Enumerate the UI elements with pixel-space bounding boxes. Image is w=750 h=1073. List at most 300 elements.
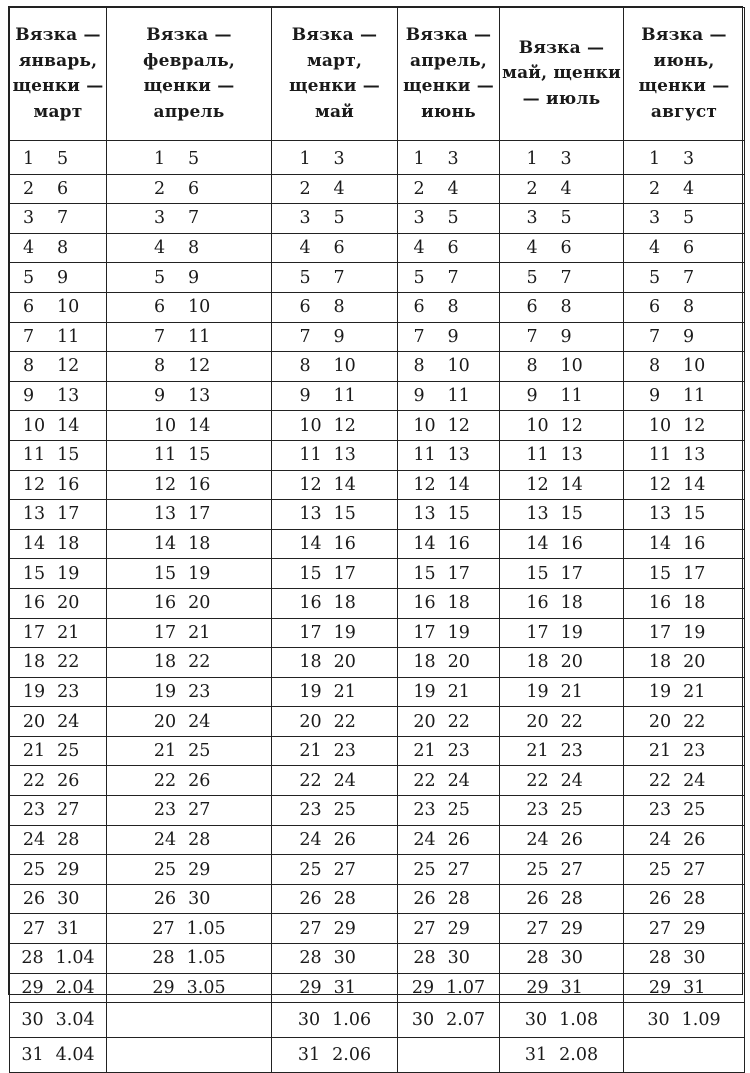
date-pair [10, 534, 106, 554]
mating-day: 8 [526, 356, 538, 377]
mating-day: 8 [299, 356, 311, 377]
whelping-date: 9 [683, 326, 695, 347]
table-cell [10, 618, 107, 648]
column-header: Вязка — март, щенки — май [272, 8, 398, 141]
table-cell [10, 500, 107, 530]
mating-day: 22 [22, 770, 46, 791]
date-pair [272, 771, 397, 791]
table-cell [107, 944, 272, 974]
mating-day: 30 [21, 1010, 44, 1031]
whelping-date: 1.04 [55, 948, 95, 969]
table-cell [624, 500, 745, 530]
date-pair [500, 623, 623, 643]
table-cell [500, 944, 624, 974]
whelping-date: 23 [188, 681, 211, 702]
mating-day: 4 [526, 238, 538, 259]
whelping-date: 26 [683, 829, 706, 850]
date-pair [10, 652, 106, 672]
mating-day: 14 [413, 534, 436, 555]
whelping-date: 7 [683, 267, 695, 288]
table-cell [272, 322, 398, 352]
table-cell [272, 381, 398, 411]
table-cell [272, 1003, 398, 1038]
table-row [10, 411, 745, 441]
date-pair [398, 208, 499, 228]
date-pair [624, 327, 744, 347]
date-pair [10, 327, 106, 347]
whelping-date: 20 [188, 593, 211, 614]
whelping-date: 2.08 [559, 1045, 599, 1066]
whelping-date: 1.08 [559, 1010, 599, 1031]
column-header: Вязка — май, щенки — июль [500, 8, 624, 141]
date-pair [272, 623, 397, 643]
whelping-date: 17 [560, 563, 583, 584]
mating-day: 6 [23, 297, 35, 318]
whelping-date: 20 [333, 652, 356, 673]
date-pair [500, 682, 623, 702]
mating-day: 18 [153, 652, 177, 673]
whelping-date: 21 [57, 622, 80, 643]
mating-day: 18 [526, 652, 549, 673]
table-cell [107, 352, 272, 382]
whelping-date: 5 [57, 149, 69, 170]
mating-day: 1 [154, 149, 166, 170]
table-cell [107, 648, 272, 678]
table-cell [10, 825, 107, 855]
mating-day: 14 [648, 534, 672, 555]
mating-day: 5 [299, 267, 311, 288]
mating-day: 7 [154, 326, 166, 347]
mating-day: 21 [526, 741, 549, 762]
table-cell [398, 500, 500, 530]
date-pair [500, 652, 623, 672]
whelping-date: 21 [447, 681, 470, 702]
date-pair [107, 712, 271, 732]
mating-day: 2 [154, 178, 166, 199]
mating-day: 27 [152, 918, 175, 939]
table-cell [624, 1003, 745, 1038]
table-cell [398, 1038, 500, 1073]
whelping-date: 6 [333, 238, 345, 259]
date-pair [107, 238, 271, 258]
table-cell [107, 884, 272, 914]
whelping-date: 8 [188, 238, 200, 259]
whelping-date: 18 [560, 593, 583, 614]
date-pair [10, 948, 106, 968]
table-cell [107, 204, 272, 234]
table-cell [272, 677, 398, 707]
mating-day: 27 [22, 918, 46, 939]
date-pair [500, 416, 623, 436]
whelping-date: 8 [333, 297, 345, 318]
mating-day: 22 [413, 770, 436, 791]
mating-day: 20 [153, 711, 177, 732]
whelping-date: 19 [447, 622, 470, 643]
whelping-date: 28 [57, 829, 80, 850]
table-cell [272, 263, 398, 293]
date-pair [272, 416, 397, 436]
mating-day: 19 [413, 681, 436, 702]
table-cell [398, 292, 500, 322]
table-cell [107, 825, 272, 855]
mating-day: 2 [526, 178, 538, 199]
table-cell [500, 352, 624, 382]
mating-day: 9 [154, 386, 166, 407]
whelping-date: 11 [57, 326, 80, 347]
date-pair [10, 682, 106, 702]
whelping-date: 27 [447, 859, 470, 880]
whelping-date: 11 [683, 386, 706, 407]
mating-day: 3 [154, 208, 166, 229]
mating-day: 11 [413, 445, 436, 466]
table-cell [624, 1038, 745, 1073]
mating-day: 6 [413, 297, 425, 318]
date-pair [10, 475, 106, 495]
whelping-date: 1.05 [186, 918, 226, 939]
whelping-date: 30 [683, 948, 706, 969]
date-pair [500, 741, 623, 761]
mating-day: 1 [649, 149, 661, 170]
whelping-date: 7 [333, 267, 345, 288]
mating-day: 30 [411, 1010, 435, 1031]
date-pair [107, 327, 271, 347]
table-cell [500, 855, 624, 885]
table-cell [624, 233, 745, 263]
mating-day: 29 [21, 977, 44, 998]
date-pair [10, 208, 106, 228]
whelping-date: 21 [683, 681, 706, 702]
whelping-date: 17 [683, 563, 706, 584]
date-pair [500, 475, 623, 495]
table-cell [624, 914, 745, 944]
date-pair [398, 504, 499, 524]
whelping-date: 14 [560, 474, 583, 495]
table-cell [624, 322, 745, 352]
table-cell [272, 440, 398, 470]
date-pair [10, 238, 106, 258]
table-cell [624, 141, 745, 175]
table-cell [500, 233, 624, 263]
table-cell [500, 174, 624, 204]
whelping-date: 1.07 [446, 977, 486, 998]
table-cell [398, 648, 500, 678]
date-pair [500, 830, 623, 850]
table-cell [107, 855, 272, 885]
date-pair [500, 386, 623, 406]
whelping-date: 28 [560, 889, 583, 910]
mating-day: 14 [153, 534, 177, 555]
table-cell [272, 855, 398, 885]
table-cell [500, 263, 624, 293]
whelping-date: 22 [560, 711, 583, 732]
whelping-date: 25 [188, 741, 211, 762]
date-pair [10, 978, 106, 998]
whelping-date: 23 [560, 741, 583, 762]
table-cell [107, 470, 272, 500]
date-pair [10, 504, 106, 524]
table-cell [500, 411, 624, 441]
date-pair [624, 416, 744, 436]
table-cell [624, 588, 745, 618]
whelping-date: 26 [447, 829, 470, 850]
table-cell [10, 411, 107, 441]
whelping-date: 31 [560, 977, 583, 998]
date-pair [272, 564, 397, 584]
whelping-date: 29 [57, 859, 80, 880]
mating-day: 7 [23, 326, 35, 347]
mating-day: 15 [22, 563, 46, 584]
table-cell [107, 1003, 272, 1038]
table-cell [398, 736, 500, 766]
date-pair [107, 800, 271, 820]
mating-day: 12 [153, 474, 177, 495]
table-cell [10, 648, 107, 678]
date-pair [10, 800, 106, 820]
date-pair [624, 297, 744, 317]
date-pair [10, 445, 106, 465]
whelping-date: 12 [333, 415, 356, 436]
date-pair [624, 1010, 744, 1030]
date-pair [624, 386, 744, 406]
table-cell [10, 766, 107, 796]
whelping-date: 31 [333, 977, 356, 998]
mating-day: 8 [649, 356, 661, 377]
whelping-date: 9 [57, 267, 69, 288]
date-pair [10, 297, 106, 317]
table-body [10, 141, 745, 1073]
whelping-date: 22 [683, 711, 706, 732]
table-cell [107, 736, 272, 766]
table-cell [398, 944, 500, 974]
mating-day: 19 [526, 681, 549, 702]
whelping-date: 6 [683, 238, 695, 259]
table-cell [107, 1038, 272, 1073]
whelping-date: 30 [560, 948, 583, 969]
whelping-date: 12 [683, 415, 706, 436]
table-cell [272, 648, 398, 678]
mating-day: 25 [526, 859, 549, 880]
column-header: Вязка — апрель, щенки — июнь [398, 8, 500, 141]
date-pair [10, 149, 106, 169]
table-row [10, 440, 745, 470]
whelping-date: 19 [683, 622, 706, 643]
whelping-date: 18 [447, 593, 470, 614]
table-row [10, 381, 745, 411]
whelping-date: 10 [560, 356, 583, 377]
mating-day: 10 [299, 415, 322, 436]
mating-day: 6 [526, 297, 538, 318]
mating-day: 31 [21, 1045, 44, 1066]
mating-day: 5 [649, 267, 661, 288]
table-cell [272, 618, 398, 648]
table-cell [398, 973, 500, 1003]
table-cell [624, 292, 745, 322]
date-pair [500, 327, 623, 347]
table-cell [500, 292, 624, 322]
whelping-date: 27 [188, 800, 211, 821]
date-pair [107, 416, 271, 436]
date-pair [107, 445, 271, 465]
mating-day: 5 [526, 267, 538, 288]
whelping-date: 27 [57, 800, 80, 821]
mating-day: 9 [526, 386, 538, 407]
table-row [10, 174, 745, 204]
date-pair [107, 741, 271, 761]
whelping-date: 17 [333, 563, 356, 584]
whelping-date: 3.04 [55, 1010, 95, 1031]
whelping-date: 23 [333, 741, 356, 762]
whelping-date: 28 [447, 889, 470, 910]
date-pair [272, 297, 397, 317]
table-cell [624, 440, 745, 470]
whelping-date: 2.07 [446, 1010, 486, 1031]
whelping-date: 5 [683, 208, 695, 229]
table-cell [272, 141, 398, 175]
date-pair [272, 889, 397, 909]
table-cell [624, 707, 745, 737]
date-pair [398, 741, 499, 761]
table-cell [500, 588, 624, 618]
date-pair [272, 593, 397, 613]
mating-day: 17 [526, 622, 549, 643]
date-pair [272, 327, 397, 347]
date-pair [272, 475, 397, 495]
mating-day: 14 [22, 534, 46, 555]
mating-day: 17 [648, 622, 672, 643]
table-cell [10, 796, 107, 826]
whelping-date: 30 [447, 948, 470, 969]
table-cell [10, 322, 107, 352]
table-cell [398, 440, 500, 470]
mating-day: 14 [299, 534, 322, 555]
table-cell [500, 440, 624, 470]
table-cell [107, 796, 272, 826]
mating-day: 15 [413, 563, 436, 584]
whelping-date: 18 [333, 593, 356, 614]
mating-day: 28 [299, 948, 322, 969]
table-cell [10, 141, 107, 175]
whelping-date: 14 [447, 474, 470, 495]
table-cell [398, 884, 500, 914]
whelping-date: 11 [333, 386, 356, 407]
date-pair [10, 356, 106, 376]
table-cell [107, 973, 272, 1003]
table-row [10, 322, 745, 352]
date-pair [624, 593, 744, 613]
table-cell [398, 352, 500, 382]
table-cell [272, 352, 398, 382]
date-pair [624, 652, 744, 672]
table-row [10, 263, 745, 293]
mating-day: 24 [299, 829, 322, 850]
mating-day: 3 [413, 208, 425, 229]
date-pair [624, 564, 744, 584]
table-cell [10, 381, 107, 411]
mating-day: 26 [526, 889, 549, 910]
table-cell [272, 559, 398, 589]
date-pair [398, 978, 499, 998]
mating-day: 24 [413, 829, 436, 850]
mating-day: 17 [299, 622, 322, 643]
date-pair [272, 1045, 397, 1065]
table-cell [398, 322, 500, 352]
mating-day: 23 [153, 800, 177, 821]
whelping-date: 18 [683, 593, 706, 614]
table-cell [500, 381, 624, 411]
whelping-date: 2.04 [55, 977, 95, 998]
mating-day: 26 [22, 889, 46, 910]
mating-day: 6 [649, 297, 661, 318]
mating-day: 16 [22, 593, 46, 614]
mating-day: 25 [299, 859, 322, 880]
whelping-date: 28 [683, 889, 706, 910]
whelping-date: 10 [57, 297, 80, 318]
mating-day: 27 [299, 918, 322, 939]
table-cell [624, 944, 745, 974]
whelping-date: 12 [188, 356, 211, 377]
mating-day: 20 [526, 711, 549, 732]
table-cell [107, 440, 272, 470]
whelping-date: 29 [447, 918, 470, 939]
whelping-date: 4 [333, 178, 345, 199]
table-cell [272, 736, 398, 766]
whelping-date: 12 [447, 415, 470, 436]
table-cell [272, 292, 398, 322]
table-row [10, 825, 745, 855]
mating-day: 31 [524, 1045, 548, 1066]
mating-day: 1 [23, 149, 35, 170]
mating-day: 24 [526, 829, 549, 850]
date-pair [500, 356, 623, 376]
date-pair [500, 149, 623, 169]
whelping-date: 24 [560, 770, 583, 791]
mating-day: 12 [526, 474, 549, 495]
date-pair [398, 445, 499, 465]
table-cell [398, 411, 500, 441]
table-cell [398, 381, 500, 411]
table-cell [500, 141, 624, 175]
mating-day: 11 [648, 445, 672, 466]
whelping-date: 3 [447, 149, 459, 170]
mating-day: 29 [299, 977, 322, 998]
date-pair [624, 712, 744, 732]
mating-day: 23 [526, 800, 549, 821]
mating-day: 13 [153, 504, 177, 525]
mating-day: 28 [152, 948, 175, 969]
mating-day: 25 [153, 859, 177, 880]
date-pair [107, 504, 271, 524]
mating-day: 25 [413, 859, 436, 880]
whelping-date: 30 [57, 889, 80, 910]
whelping-date: 30 [333, 948, 356, 969]
mating-day: 1 [413, 149, 425, 170]
whelping-date: 17 [447, 563, 470, 584]
date-pair [107, 889, 271, 909]
whelping-date: 15 [683, 504, 706, 525]
table-cell [10, 174, 107, 204]
whelping-date: 26 [560, 829, 583, 850]
mating-day: 13 [648, 504, 672, 525]
date-pair [107, 208, 271, 228]
whelping-date: 22 [447, 711, 470, 732]
table-cell [10, 263, 107, 293]
date-pair [107, 268, 271, 288]
mating-day: 26 [153, 889, 177, 910]
mating-day: 1 [299, 149, 311, 170]
table-cell [500, 1038, 624, 1073]
mating-day: 10 [526, 415, 549, 436]
table-cell [107, 529, 272, 559]
